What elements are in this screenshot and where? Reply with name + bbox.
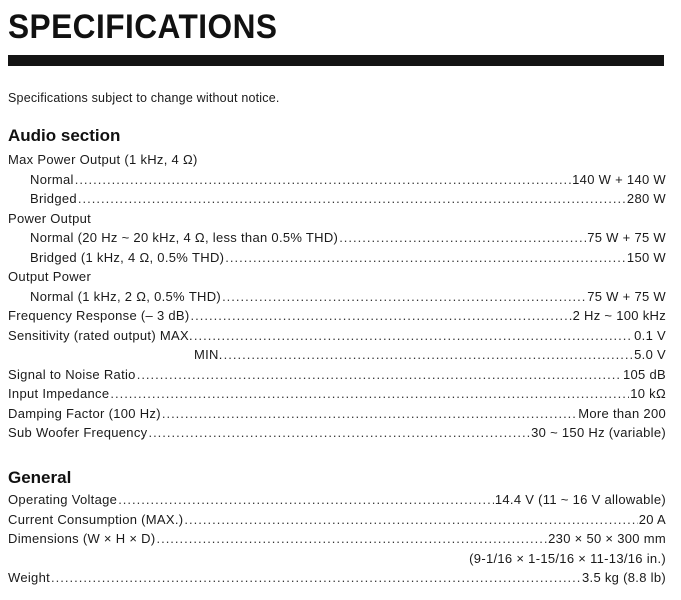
spec-label: Power Output [8,210,92,226]
spec-row-input-impedance [8,384,666,404]
spec-row-power-output-normal [8,228,666,248]
spec-value: 3.5 kg (8.8 lb) [582,570,666,585]
spec-value: 20 A [638,511,666,527]
dot-leader [225,248,626,268]
spec-value: 14.4 V (11 ~ 16 V allowable) [494,492,666,507]
dot-leader [110,384,629,404]
dot-leader [191,306,572,326]
spec-label: MIN. [194,347,223,362]
dot-leader [118,490,494,510]
spec-value: 105 dB [622,366,666,382]
spec-value: 75 W + 75 W [587,230,666,245]
spec-label: Operating Voltage [8,492,118,507]
title-rule [8,55,664,66]
dot-leader [224,345,633,365]
dot-leader [51,568,581,588]
spec-row-frequency-response [8,306,666,326]
change-notice: Specifications subject to change without notice. [8,91,280,105]
spec-label: Signal to Noise Ratio [8,366,136,382]
dot-leader [75,170,571,190]
spec-label: Normal [30,171,74,187]
spec-label: Bridged [30,191,77,206]
spec-value: 75 W + 75 W [587,288,666,304]
general-section-heading: General [8,468,72,487]
spec-row-power-output-bridged [8,248,666,268]
spec-label: Bridged (1 kHz, 4 Ω, 0.5% THD) [30,249,225,265]
spec-label: Normal (1 kHz, 2 Ω, 0.5% THD) [30,288,222,304]
spec-row-signal-to-noise [8,365,666,385]
spec-row-output-power-normal [8,287,666,307]
spec-row-max-power-bridged [8,189,666,209]
dot-leader [78,189,626,209]
spec-row-dimensions [8,529,666,549]
spec-label: Damping Factor (100 Hz) [8,405,161,421]
spec-value: 280 W [626,191,666,206]
spec-label: Frequency Response (– 3 dB) [8,308,190,323]
spec-label: Sensitivity (rated output) MAX. [8,327,193,343]
spec-value: More than 200 [578,405,666,421]
spec-row-current-consumption [8,510,666,530]
dot-leader [137,365,622,385]
general-spec-list [8,490,666,588]
dot-leader [162,404,577,424]
spec-label: Max Power Output (1 kHz, 4 Ω) [8,152,198,167]
spec-row-output-power [8,267,666,287]
spec-value: (9-1/16 × 1-15/16 × 11-13/16 in.) [469,550,666,566]
spec-row-weight [8,568,666,588]
spec-row-max-power-output [8,150,666,170]
page-title: SPECIFICATIONS [8,8,278,46]
spec-row-damping-factor [8,404,666,424]
spec-row-sub-woofer-frequency [8,423,666,443]
dot-leader [156,529,547,549]
spec-value: 10 kΩ [630,386,666,401]
spec-row-max-power-normal [8,170,666,190]
spec-label: Current Consumption (MAX.) [8,511,184,527]
spec-row-power-output [8,209,666,229]
dot-leader [222,287,586,307]
spec-row-sensitivity-max [8,326,666,346]
spec-value: 5.0 V [634,347,666,362]
spec-label: Weight [8,570,51,585]
spec-value: 150 W [626,249,666,265]
spec-label: Normal (20 Hz ~ 20 kHz, 4 Ω, less than 0.5% THD) [30,230,339,245]
audio-section-heading: Audio section [8,126,121,145]
dot-leader [148,423,530,443]
spec-value: 140 W + 140 W [572,171,666,187]
spec-value: 30 ~ 150 Hz (variable) [531,425,666,440]
spec-row-operating-voltage [8,490,666,510]
spec-label: Output Power [8,269,92,284]
dot-leader [339,228,586,248]
spec-label: Dimensions (W × H × D) [8,531,156,546]
spec-value: 230 × 50 × 300 mm [548,531,666,546]
spec-value: 2 Hz ~ 100 kHz [572,308,666,323]
dot-leader [184,510,637,530]
audio-spec-list [8,150,666,443]
spec-value: 0.1 V [634,327,666,343]
spec-row-dimensions-inches [8,549,666,569]
spec-label: Sub Woofer Frequency [8,425,148,440]
spec-label: Input Impedance [8,386,110,401]
spec-row-sensitivity-min [8,345,666,365]
dot-leader [194,326,633,346]
